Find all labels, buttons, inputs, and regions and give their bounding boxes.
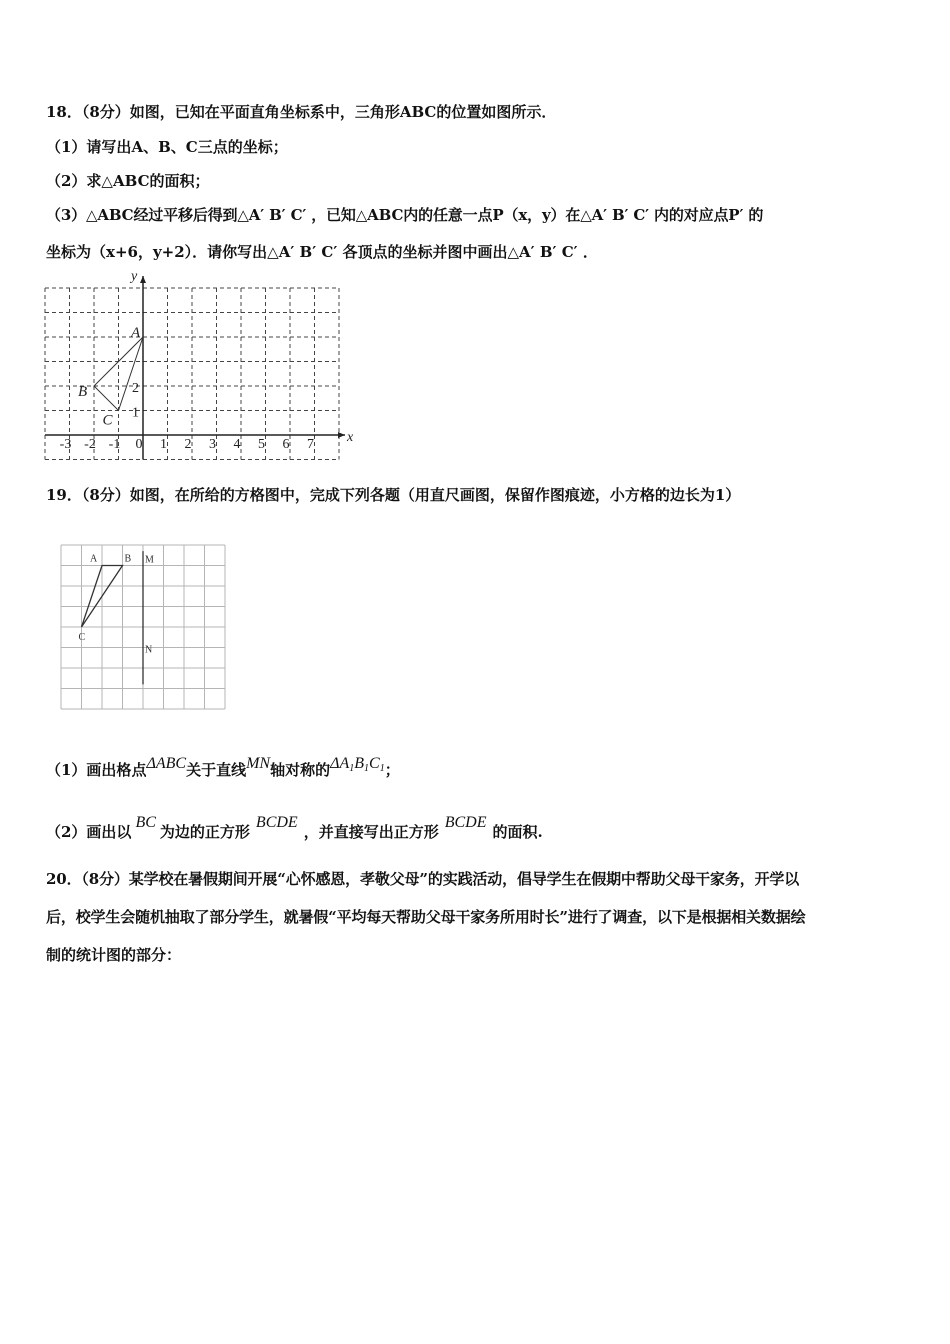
q19-part1-math-mn: MN xyxy=(246,755,271,772)
grid-label-c: C xyxy=(78,632,86,643)
x-tick-label: 4 xyxy=(233,437,241,452)
q19-part1 xyxy=(46,755,400,786)
q18-coordinate-grid xyxy=(40,268,360,463)
q18-part3-line2: 坐标为（x+6，y+2）．请你写出△A′ B′ C′ 各顶点的坐标并图中画出△A′ B′ C′ ． xyxy=(46,243,598,261)
q19-part2-math-bcde-2: BCDE xyxy=(444,814,487,831)
q19-part2 xyxy=(46,814,543,843)
q19-grid-figure xyxy=(55,540,230,715)
math-c: C xyxy=(369,755,380,772)
math-b: B xyxy=(354,755,365,772)
q19-part1-pre: （1）画出格点 xyxy=(46,761,147,779)
q18-stem: 18．（8分）如图，已知在平面直角坐标系中，三角形ABC的位置如图所示． xyxy=(46,103,557,121)
y-axis-arrow-icon xyxy=(140,276,146,283)
y-axis-label: y xyxy=(131,269,138,284)
x-tick-label: 5 xyxy=(258,437,265,452)
x-tick-label: -1 xyxy=(108,437,121,452)
x-tick-label: 6 xyxy=(282,437,290,452)
grid-label-a: A xyxy=(90,553,98,565)
q20-line1: 20．（8分）某学校在暑假期间开展“心怀感恩，孝敬父母”的实践活动，倡导学生在假期中帮助父母干家务，开学以 xyxy=(46,870,800,888)
q19-part1-mid: 关于直线 xyxy=(186,761,247,779)
q18-part3-line1: （3）△ABC经过平移后得到△A′ B′ C′ ，已知△ABC内的任意一点P（x，y）在△A′ B′ C′ 内的对应点P′ 的 xyxy=(46,206,764,224)
y-tick-label: 1 xyxy=(132,405,139,421)
q19-part2-math-bcde: BCDE xyxy=(255,814,298,831)
point-label-a: A xyxy=(131,325,141,341)
q20-line2: 后，校学生会随机抽取了部分学生，就暑假“平均每天帮助父母干家务所用时长”进行了调查，以下是根据相关数据绘 xyxy=(46,908,806,926)
q19-part1-mid2: 轴对称的 xyxy=(270,761,331,779)
q19-part1-end: ； xyxy=(384,761,400,779)
x-tick-label: 7 xyxy=(307,437,314,452)
math-sub-1: 1 xyxy=(349,763,355,774)
q20-line3: 制的统计图的部分： xyxy=(46,946,182,964)
math-a: ΔA xyxy=(330,755,350,772)
grid-label-b: B xyxy=(124,553,132,565)
x-axis-label: x xyxy=(347,430,354,445)
q19-stem: 19．（8分）如图，在所给的方格图中，完成下列各题（用直尺画图，保留作图痕迹，小方格的边长为1） xyxy=(46,486,741,504)
q19-part1-math-a1b1c1 xyxy=(330,755,385,772)
x-tick-label: 0 xyxy=(135,437,143,452)
q19-part2-pre: （2）画出以 xyxy=(46,823,132,841)
q19-part2-mid: 为边的正方形 xyxy=(159,823,250,841)
q19-part2-math-bc: BC xyxy=(135,814,156,831)
grid-label-m: M xyxy=(145,554,154,566)
math-sub-2: 1 xyxy=(364,763,370,774)
x-tick-label: 1 xyxy=(160,437,167,452)
q19-part1-math-abc: ΔABC xyxy=(146,755,187,772)
x-tick-label: 3 xyxy=(209,437,216,452)
point-label-c: C xyxy=(102,412,113,429)
grid-label-n: N xyxy=(145,644,153,656)
q18-part1: （1）请写出A、B、C三点的坐标； xyxy=(46,138,288,156)
q19-part2-mid2: ，并直接写出正方形 xyxy=(303,823,439,841)
x-tick-label: -2 xyxy=(84,437,96,452)
y-tick-label: 2 xyxy=(132,381,139,396)
x-tick-label: 2 xyxy=(184,437,192,452)
math-sub-3: 1 xyxy=(379,763,385,774)
q19-part2-end: 的面积. xyxy=(492,823,543,841)
x-axis-arrow-icon xyxy=(338,432,345,438)
point-label-b: B xyxy=(78,384,88,400)
x-tick-label: -3 xyxy=(59,437,72,452)
q18-part2: （2）求△ABC的面积； xyxy=(46,172,210,190)
